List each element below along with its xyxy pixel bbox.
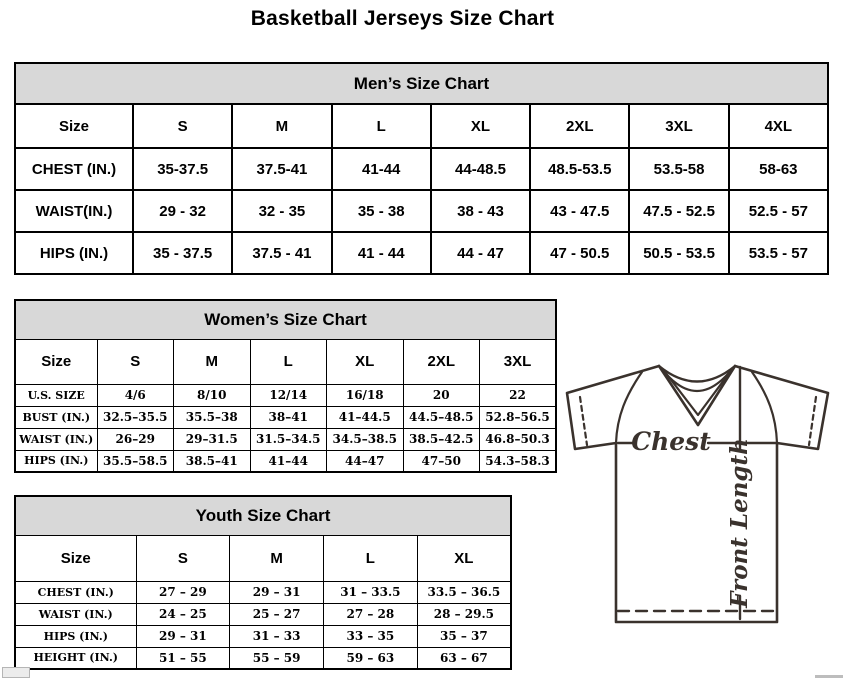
column-header: M [232,104,331,148]
table-row [15,232,828,274]
table-row [15,406,556,428]
table-header-row [15,104,828,148]
cell: 48.5-53.5 [530,148,629,190]
column-header: M [230,535,324,581]
scrollbar-fragment[interactable] [2,667,30,678]
column-header: Size [15,535,136,581]
cell: 34.5–38.5 [327,428,404,450]
womens-size-table [14,299,557,473]
cell: 46.8–50.3 [480,428,557,450]
cell: 27 – 29 [136,581,230,603]
cell: 44-48.5 [431,148,530,190]
cell: 22 [480,384,557,406]
column-header: M [174,339,251,384]
column-header: S [97,339,174,384]
cell: 38.5–42.5 [403,428,480,450]
cell: 12/14 [250,384,327,406]
cell: 35.5–58.5 [97,450,174,472]
cell: 35 - 37.5 [133,232,232,274]
table-row [15,450,556,472]
column-header: XL [417,535,511,581]
cell: 35 - 38 [332,190,431,232]
cell: 32 - 35 [232,190,331,232]
column-header: Size [15,339,97,384]
cell: 31 – 33.5 [324,581,418,603]
table-row [15,384,556,406]
column-header: S [136,535,230,581]
cell: 8/10 [174,384,251,406]
table-title: Women’s Size Chart [15,300,556,339]
cell: 35-37.5 [133,148,232,190]
column-header: 3XL [480,339,557,384]
cell: 31 – 33 [230,625,324,647]
cell: 33.5 – 36.5 [417,581,511,603]
table-title: Youth Size Chart [15,496,511,535]
column-header: 3XL [629,104,728,148]
table-title-row [15,63,828,104]
column-header: L [250,339,327,384]
cell: 4/6 [97,384,174,406]
table-row [15,428,556,450]
jersey-outline-icon [567,366,828,622]
table-header-row [15,535,511,581]
cell: 58-63 [729,148,828,190]
cell: 41–44.5 [327,406,404,428]
row-label: U.S. SIZE [15,384,97,406]
column-header: 2XL [403,339,480,384]
vneck-inner-icon [665,372,730,415]
cell: 25 – 27 [230,603,324,625]
cell: 47.5 - 52.5 [629,190,728,232]
table-row [15,148,828,190]
cell: 54.3–58.3 [480,450,557,472]
cell: 29 – 31 [230,581,324,603]
cell: 29 - 32 [133,190,232,232]
cell: 51 – 55 [136,647,230,669]
cell: 47–50 [403,450,480,472]
cell: 52.8–56.5 [480,406,557,428]
row-label: HIPS (IN.) [15,625,136,647]
column-header: L [324,535,418,581]
cell: 24 – 25 [136,603,230,625]
cell: 35 – 37 [417,625,511,647]
table-title-row [15,496,511,535]
row-label: CHEST (IN.) [15,581,136,603]
youth-size-table [14,495,512,670]
page-title: Basketball Jerseys Size Chart [250,7,555,30]
cell: 38–41 [250,406,327,428]
column-header: S [133,104,232,148]
row-label: CHEST (IN.) [15,148,133,190]
cell: 63 – 67 [417,647,511,669]
chest-label: Chest [631,427,711,456]
table-title: Men’s Size Chart [15,63,828,104]
jersey-measurement-diagram [552,353,843,649]
cell: 47 - 50.5 [530,232,629,274]
cell: 37.5 - 41 [232,232,331,274]
row-label: WAIST(IN.) [15,190,133,232]
row-label: WAIST (IN.) [15,428,97,450]
cell: 33 – 35 [324,625,418,647]
cell: 27 – 28 [324,603,418,625]
cell: 29–31.5 [174,428,251,450]
cell: 52.5 - 57 [729,190,828,232]
cell: 31.5–34.5 [250,428,327,450]
table-row [15,190,828,232]
row-label: HIPS (IN.) [15,450,97,472]
table-row [15,625,511,647]
cell: 29 – 31 [136,625,230,647]
column-header: Size [15,104,133,148]
row-label: HEIGHT (IN.) [15,647,136,669]
cell: 41-44 [332,148,431,190]
cell: 53.5 - 57 [729,232,828,274]
cell: 20 [403,384,480,406]
cell: 59 – 63 [324,647,418,669]
cell: 35.5–38 [174,406,251,428]
table-row [15,603,511,625]
row-label: WAIST (IN.) [15,603,136,625]
cell: 53.5-58 [629,148,728,190]
column-header: L [332,104,431,148]
front-length-label: Front Length [726,438,753,608]
column-header: XL [327,339,404,384]
cell: 55 – 59 [230,647,324,669]
mens-size-table [14,62,829,275]
cell: 37.5-41 [232,148,331,190]
cell: 28 – 29.5 [417,603,511,625]
cell: 44.5–48.5 [403,406,480,428]
column-header: 4XL [729,104,828,148]
table-header-row [15,339,556,384]
cell: 38.5–41 [174,450,251,472]
column-header: 2XL [530,104,629,148]
cell: 41 - 44 [332,232,431,274]
cell: 38 - 43 [431,190,530,232]
cell: 16/18 [327,384,404,406]
row-label: HIPS (IN.) [15,232,133,274]
horizontal-scrollbar-fragment[interactable] [815,675,843,678]
cuff-dashed-line-icon [809,397,816,445]
table-row [15,647,511,669]
cell: 50.5 - 53.5 [629,232,728,274]
table-title-row [15,300,556,339]
cell: 43 - 47.5 [530,190,629,232]
cell: 44–47 [327,450,404,472]
column-header: XL [431,104,530,148]
row-label: BUST (IN.) [15,406,97,428]
cell: 41–44 [250,450,327,472]
cuff-dashed-line-icon [580,397,587,445]
cell: 44 - 47 [431,232,530,274]
cell: 32.5–35.5 [97,406,174,428]
armhole-seam-icon [752,372,777,443]
table-row [15,581,511,603]
cell: 26–29 [97,428,174,450]
